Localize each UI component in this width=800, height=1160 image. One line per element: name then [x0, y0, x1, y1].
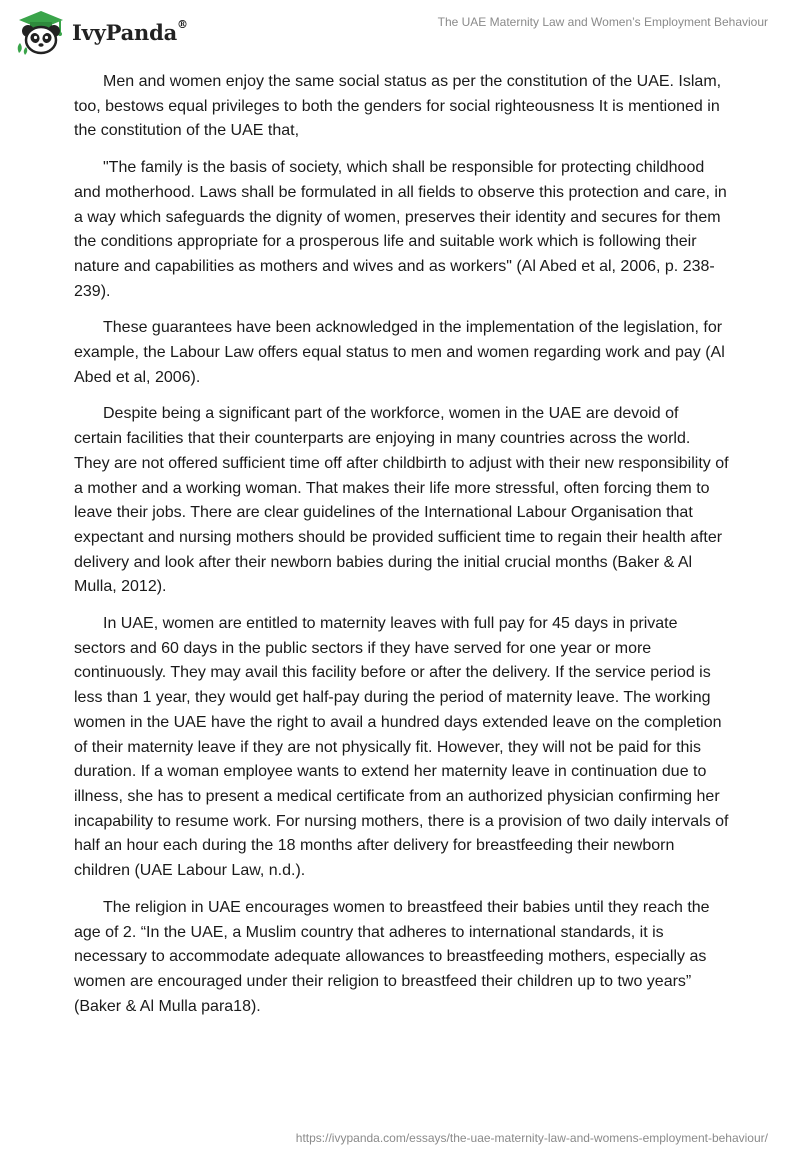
paragraph: "The family is the basis of society, which shall be responsible for protecting childhood and motherhood. Laws shall be formulated in all fields to observe this protection and care, in a way which safeguards the dignity of women, preserves their identity and secures for them the conditions appropriate for a prosperous life and suitable work which is following their nature and capabilities as mothers and wives and as workers" (Al Abed et al, 2006, p. 238-239). — [74, 159, 727, 300]
paragraph: The religion in UAE encourages women to breastfeed their babies until they reach the age of 2. “In the UAE, a Muslim country that adheres to international standards, it is necessary to accommodate adequate allowances to breastfeeding mothers, especially as women are encouraged under their religion to breastfeed their children up to two years” (Baker & Al Mulla para18). — [74, 898, 710, 1015]
brand-name: IvyPanda® — [72, 17, 188, 45]
paragraph: Men and women enjoy the same social status as per the constitution of the UAE. Islam, too, bestows equal privileges to both the genders for social righteousness It is mentioned in the constitution of the UAE that, — [74, 73, 722, 140]
ivypanda-logo[interactable] — [16, 8, 188, 56]
paragraph: These guarantees have been acknowledged in the implementation of the legislation, for example, the Labour Law offers equal status to men and women regarding work and pay (Al Abed et al, 2006). — [74, 319, 725, 386]
paragraph: In UAE, women are entitled to maternity leaves with full pay for 45 days in private sectors and 60 days in the public sectors if they have served for one year or more continuously. They may avail this facility before or after the delivery. If the service period is less than 1 year, they would get half-pay during the period of maternity leave. The working women in the UAE have the right to avail a hundred days extended leave on the completion of their maternity leave if they are not physically fit. However, they will not be paid for this duration. If a woman employee wants to extend her maternity leave in continuation due to illness, she has to present a medical certificate from an authorized physician confirming her incapability to resume work. For nursing mothers, there is a provision of two daily intervals of half an hour each during the 18 months after delivery for breastfeeding their newborn children (UAE Labour Law, n.d.). — [74, 615, 729, 880]
panda-graduation-cap-icon — [16, 9, 66, 55]
paragraph: Despite being a significant part of the workforce, women in the UAE are devoid of certain facilities that their counterparts are enjoying in many countries across the world. They are not offered sufficient time off after childbirth to adjust with their new responsibility of a mother and a working woman. That makes their life more stressful, often forcing them to leave their jobs. There are clear guidelines of the International Labour Organisation that expectant and nursing mothers should be provided sufficient time to regain their health after delivery and look after their newborn babies during the initial crucial months (Baker & Al Mulla, 2012). — [74, 405, 729, 596]
registered-mark: ® — [177, 17, 188, 31]
document-title: The UAE Maternity Law and Women’s Employment Behaviour — [437, 15, 768, 29]
source-url-link[interactable]: https://ivypanda.com/essays/the-uae-maternity-law-and-womens-employment-behaviour/ — [295, 1131, 768, 1145]
page-header — [0, 0, 800, 66]
essay-body — [74, 70, 730, 1031]
